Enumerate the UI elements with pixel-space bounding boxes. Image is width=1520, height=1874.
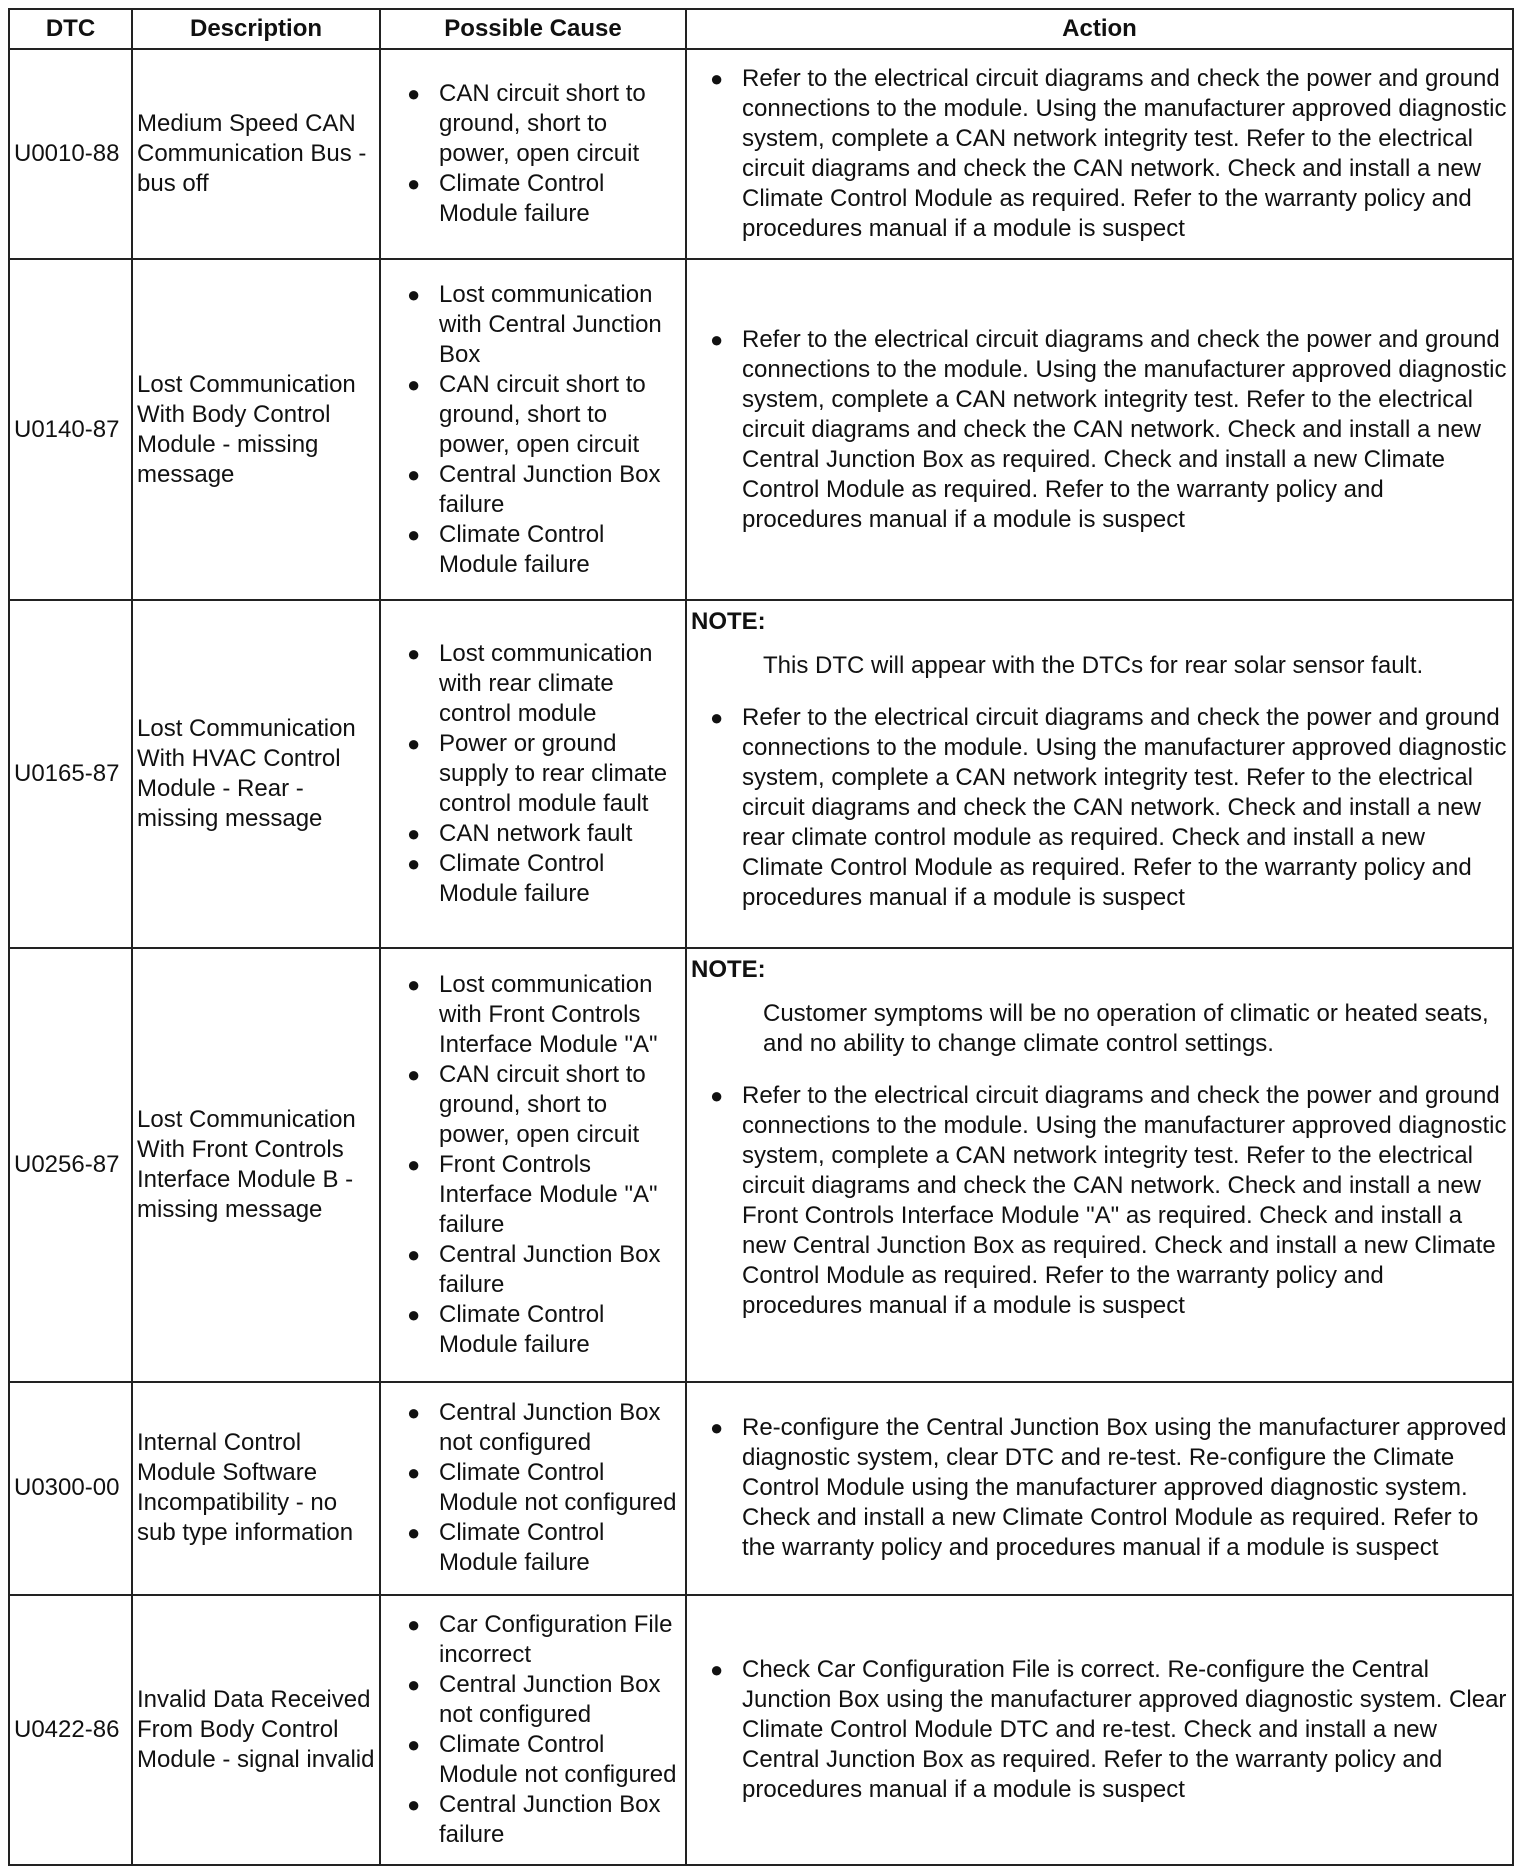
possible-cause-item: ● Lost communication with Central Junction Box (407, 280, 681, 370)
table-row (9, 1382, 1513, 1595)
possible-cause-item: ● Climate Control Module not configured (407, 1730, 681, 1790)
action-cell (686, 259, 1513, 600)
action-cell (686, 948, 1513, 1382)
header-description: Description (132, 9, 380, 49)
header-row (9, 9, 1513, 49)
possible-cause-cell (380, 259, 686, 600)
possible-cause-cell (380, 49, 686, 259)
possible-cause-cell (380, 600, 686, 948)
dtc-description: Internal Control Module Software Incompatibility - no sub type information (132, 1382, 380, 1595)
possible-cause-cell (380, 948, 686, 1382)
note-label: NOTE: (691, 608, 766, 636)
dtc-description: Medium Speed CAN Communication Bus - bus off (132, 49, 380, 259)
note-label: NOTE: (691, 956, 766, 984)
possible-cause-item: ● Central Junction Box failure (407, 1240, 681, 1300)
action-cell (686, 1595, 1513, 1865)
table-row (9, 600, 1513, 948)
dtc-code: U0165-87 (9, 600, 132, 948)
table-row (9, 259, 1513, 600)
header-action: Action (686, 9, 1513, 49)
action-list (710, 325, 1508, 535)
dtc-table (8, 8, 1514, 1866)
action-item: ● Refer to the electrical circuit diagrams and check the power and ground connections to the module. Using the manufacturer approved diagnostic system, complete a CAN network integrity test. Refer to the electrical circuit diagrams and check the CAN network. Check and install a new Climate Control Module as required. Refer to the warranty policy and procedures manual if a module is suspect (710, 64, 1508, 244)
dtc-description: Invalid Data Received From Body Control Module - signal invalid (132, 1595, 380, 1865)
possible-cause-item: ● CAN circuit short to ground, short to power, open circuit (407, 1060, 681, 1150)
possible-cause-item: ● Climate Control Module failure (407, 1300, 681, 1360)
possible-cause-item: ● Car Configuration File incorrect (407, 1610, 681, 1670)
possible-cause-item: ● CAN circuit short to ground, short to power, open circuit (407, 370, 681, 460)
possible-cause-cell (380, 1382, 686, 1595)
possible-cause-item: ● Lost communication with Front Controls Interface Module "A" (407, 970, 681, 1060)
possible-cause-item: ● CAN network fault (407, 819, 681, 849)
possible-cause-cell (380, 1595, 686, 1865)
possible-cause-item: ● Front Controls Interface Module "A" failure (407, 1150, 681, 1240)
table-row (9, 49, 1513, 259)
dtc-code: U0256-87 (9, 948, 132, 1382)
action-cell (686, 600, 1513, 948)
possible-cause-list (407, 1398, 681, 1578)
possible-cause-list (407, 1610, 681, 1850)
possible-cause-item: ● Central Junction Box failure (407, 460, 681, 520)
possible-cause-item: ● Central Junction Box not configured (407, 1670, 681, 1730)
action-list (710, 1081, 1508, 1321)
dtc-description: Lost Communication With Front Controls Interface Module B - missing message (132, 948, 380, 1382)
possible-cause-item: ● Climate Control Module failure (407, 1518, 681, 1578)
possible-cause-item: ● Climate Control Module failure (407, 520, 681, 580)
dtc-code: U0010-88 (9, 49, 132, 259)
table-body (9, 49, 1513, 1865)
action-list (710, 703, 1508, 913)
note-text: This DTC will appear with the DTCs for rear solar sensor fault. (763, 652, 1424, 680)
possible-cause-list (407, 79, 681, 229)
action-item: ● Re-configure the Central Junction Box using the manufacturer approved diagnostic system, clear DTC and re-test. Re-configure the Climate Control Module using the manufacturer approved diagnostic system. Check and install a new Climate Control Module as required. Refer to the warranty policy and procedures manual if a module is suspect (710, 1413, 1508, 1563)
dtc-code: U0300-00 (9, 1382, 132, 1595)
possible-cause-item: ● Climate Control Module failure (407, 849, 681, 909)
possible-cause-item: ● Power or ground supply to rear climate control module fault (407, 729, 681, 819)
action-item: ● Refer to the electrical circuit diagrams and check the power and ground connections to the module. Using the manufacturer approved diagnostic system, complete a CAN network integrity test. Refer to the electrical circuit diagrams and check the CAN network. Check and install a new rear climate control module as required. Check and install a new Climate Control Module as required. Refer to the warranty policy and procedures manual if a module is suspect (710, 703, 1508, 913)
action-list (710, 1655, 1508, 1805)
possible-cause-item: ● CAN circuit short to ground, short to power, open circuit (407, 79, 681, 169)
possible-cause-item: ● Climate Control Module failure (407, 169, 681, 229)
possible-cause-list (407, 280, 681, 580)
note-text: Customer symptoms will be no operation of climatic or heated seats, and no ability to change climate control settings. (763, 1000, 1489, 1058)
possible-cause-list (407, 639, 681, 909)
possible-cause-item: ● Climate Control Module not configured (407, 1458, 681, 1518)
dtc-code: U0422-86 (9, 1595, 132, 1865)
action-list (710, 64, 1508, 244)
action-list (710, 1413, 1508, 1563)
action-cell (686, 1382, 1513, 1595)
dtc-code: U0140-87 (9, 259, 132, 600)
table-row (9, 1595, 1513, 1865)
action-item: ● Check Car Configuration File is correct. Re-configure the Central Junction Box using the manufacturer approved diagnostic system. Clear Climate Control Module DTC and re-test. Check and install a new Central Junction Box as required. Refer to the warranty policy and procedures manual if a module is suspect (710, 1655, 1508, 1805)
table-row (9, 948, 1513, 1382)
action-item: ● Refer to the electrical circuit diagrams and check the power and ground connections to the module. Using the manufacturer approved diagnostic system, complete a CAN network integrity test. Refer to the electrical circuit diagrams and check the CAN network. Check and install a new Central Junction Box as required. Check and install a new Climate Control Module as required. Refer to the warranty policy and procedures manual if a module is suspect (710, 325, 1508, 535)
action-cell (686, 49, 1513, 259)
action-item: ● Refer to the electrical circuit diagrams and check the power and ground connections to the module. Using the manufacturer approved diagnostic system, complete a CAN network integrity test. Refer to the electrical circuit diagrams and check the CAN network. Check and install a new Front Controls Interface Module "A" as required. Check and install a new Central Junction Box as required. Check and install a new Climate Control Module as required. Refer to the warranty policy and procedures manual if a module is suspect (710, 1081, 1508, 1321)
possible-cause-item: ● Central Junction Box not configured (407, 1398, 681, 1458)
possible-cause-list (407, 970, 681, 1360)
header-dtc: DTC (9, 9, 132, 49)
possible-cause-item: ● Central Junction Box failure (407, 1790, 681, 1850)
possible-cause-item: ● Lost communication with rear climate control module (407, 639, 681, 729)
dtc-description: Lost Communication With HVAC Control Module - Rear - missing message (132, 600, 380, 948)
dtc-table-container (8, 8, 1512, 1866)
header-possible-cause: Possible Cause (380, 9, 686, 49)
dtc-description: Lost Communication With Body Control Module - missing message (132, 259, 380, 600)
